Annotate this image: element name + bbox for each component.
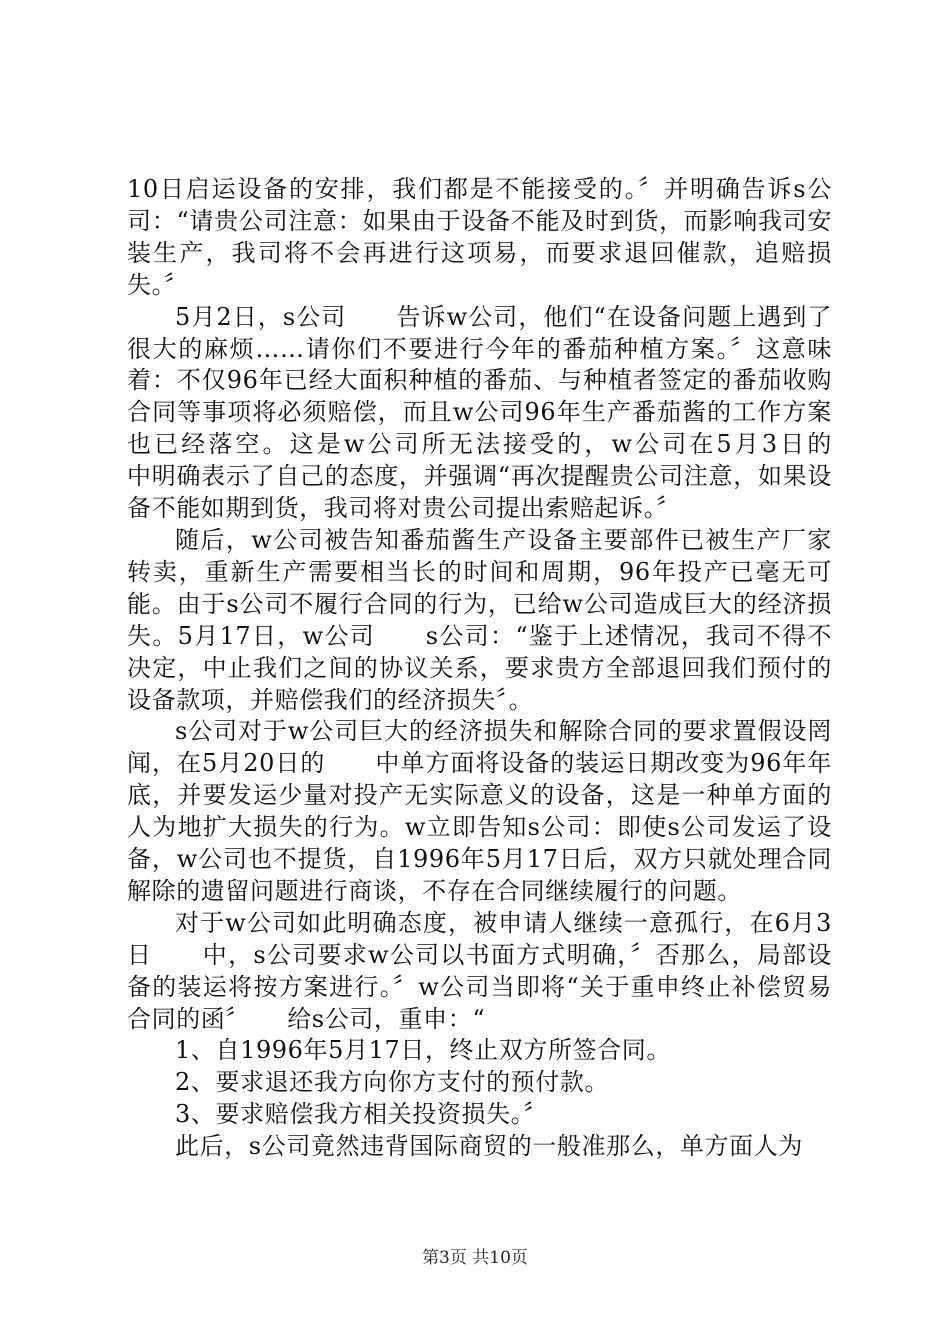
paragraph-continuation: 10日启运设备的安排，我们都是不能接受的。〞并明确告诉s公司：“请贵公司注意：如果由于设备不能及时到货，而影响我司安装生产，我司将不会再进行这项易，而要求退回催款，追赔损失。〞 [127,175,832,299]
list-item-2: 2、要求退还我方向你方支付的预付款。 [175,1068,610,1097]
list-item-1: 1、自1996年5月17日，终止双方所签合同。 [175,1036,671,1065]
paragraph-june-3: 对于w公司如此明确态度，被申请人继续一意孤行，在6月3日 中，s公司要求w公司以书面方式明确，〞否那么，局部设备的装运将按方案进行。〞w公司当即将“关于重申终止补偿贸易合同的函〞 给s公司，重申：“ [127,908,832,1033]
paragraph-may-2: 5月2日，s公司 告诉w公司，他们“在设备问题上遇到了很大的麻烦……请你们不要进行今年的番茄种植方案。〞这意味着：不仅96年已经大面积种植的番茄、与种植者签定的番茄收购合同等事项将必须赔偿，而且w公司96年生产番茄酱的工作方案也已经落空。这是w公司所无法接受的，w公司在5月3日的 中明确表示了自己的态度，并强调“再次提醒贵公司注意，如果设备不能如期到货，我司将对贵公司提出索赔起诉。〞 [127,302,882,523]
paragraph-may-17: 随后，w公司被告知番茄酱生产设备主要部件已被生产厂家转卖，重新生产需要相当长的时间和周期，96年投产已毫无可能。由于s公司不履行合同的行为，已给w公司造成巨大的经济损失。5月17日，w公司 s公司：“鉴于上述情况，我司不得不决定，中止我们之间的协议关系，要求贵方全部退回我们预付的设备款项，并赔偿我们的经济损失〞。 [127,525,832,714]
paragraph-may-20: s公司对于w公司巨大的经济损失和解除合同的要求置假设罔闻，在5月20日的 中单方面将设备的装运日期改变为96年年底，并要发运少量对投产无实际意义的设备，这是一种单方面的人为地扩大损失的行为。w立即告知s公司：即使s公司发运了设备，w公司也不提货，自1996年5月17日后，双方只就处理合同解除的遗留问题进行商谈，不存在合同继续履行的问题。 [127,717,832,905]
list-item-3: 3、要求赔偿我方相关投资损失。〞 [175,1100,548,1129]
body-text [127,174,882,1163]
paragraph-thereafter: 此后，s公司竟然违背国际商贸的一般准那么，单方面人为 [175,1132,803,1161]
page-footer: 第3页 共10页 [422,1248,528,1268]
